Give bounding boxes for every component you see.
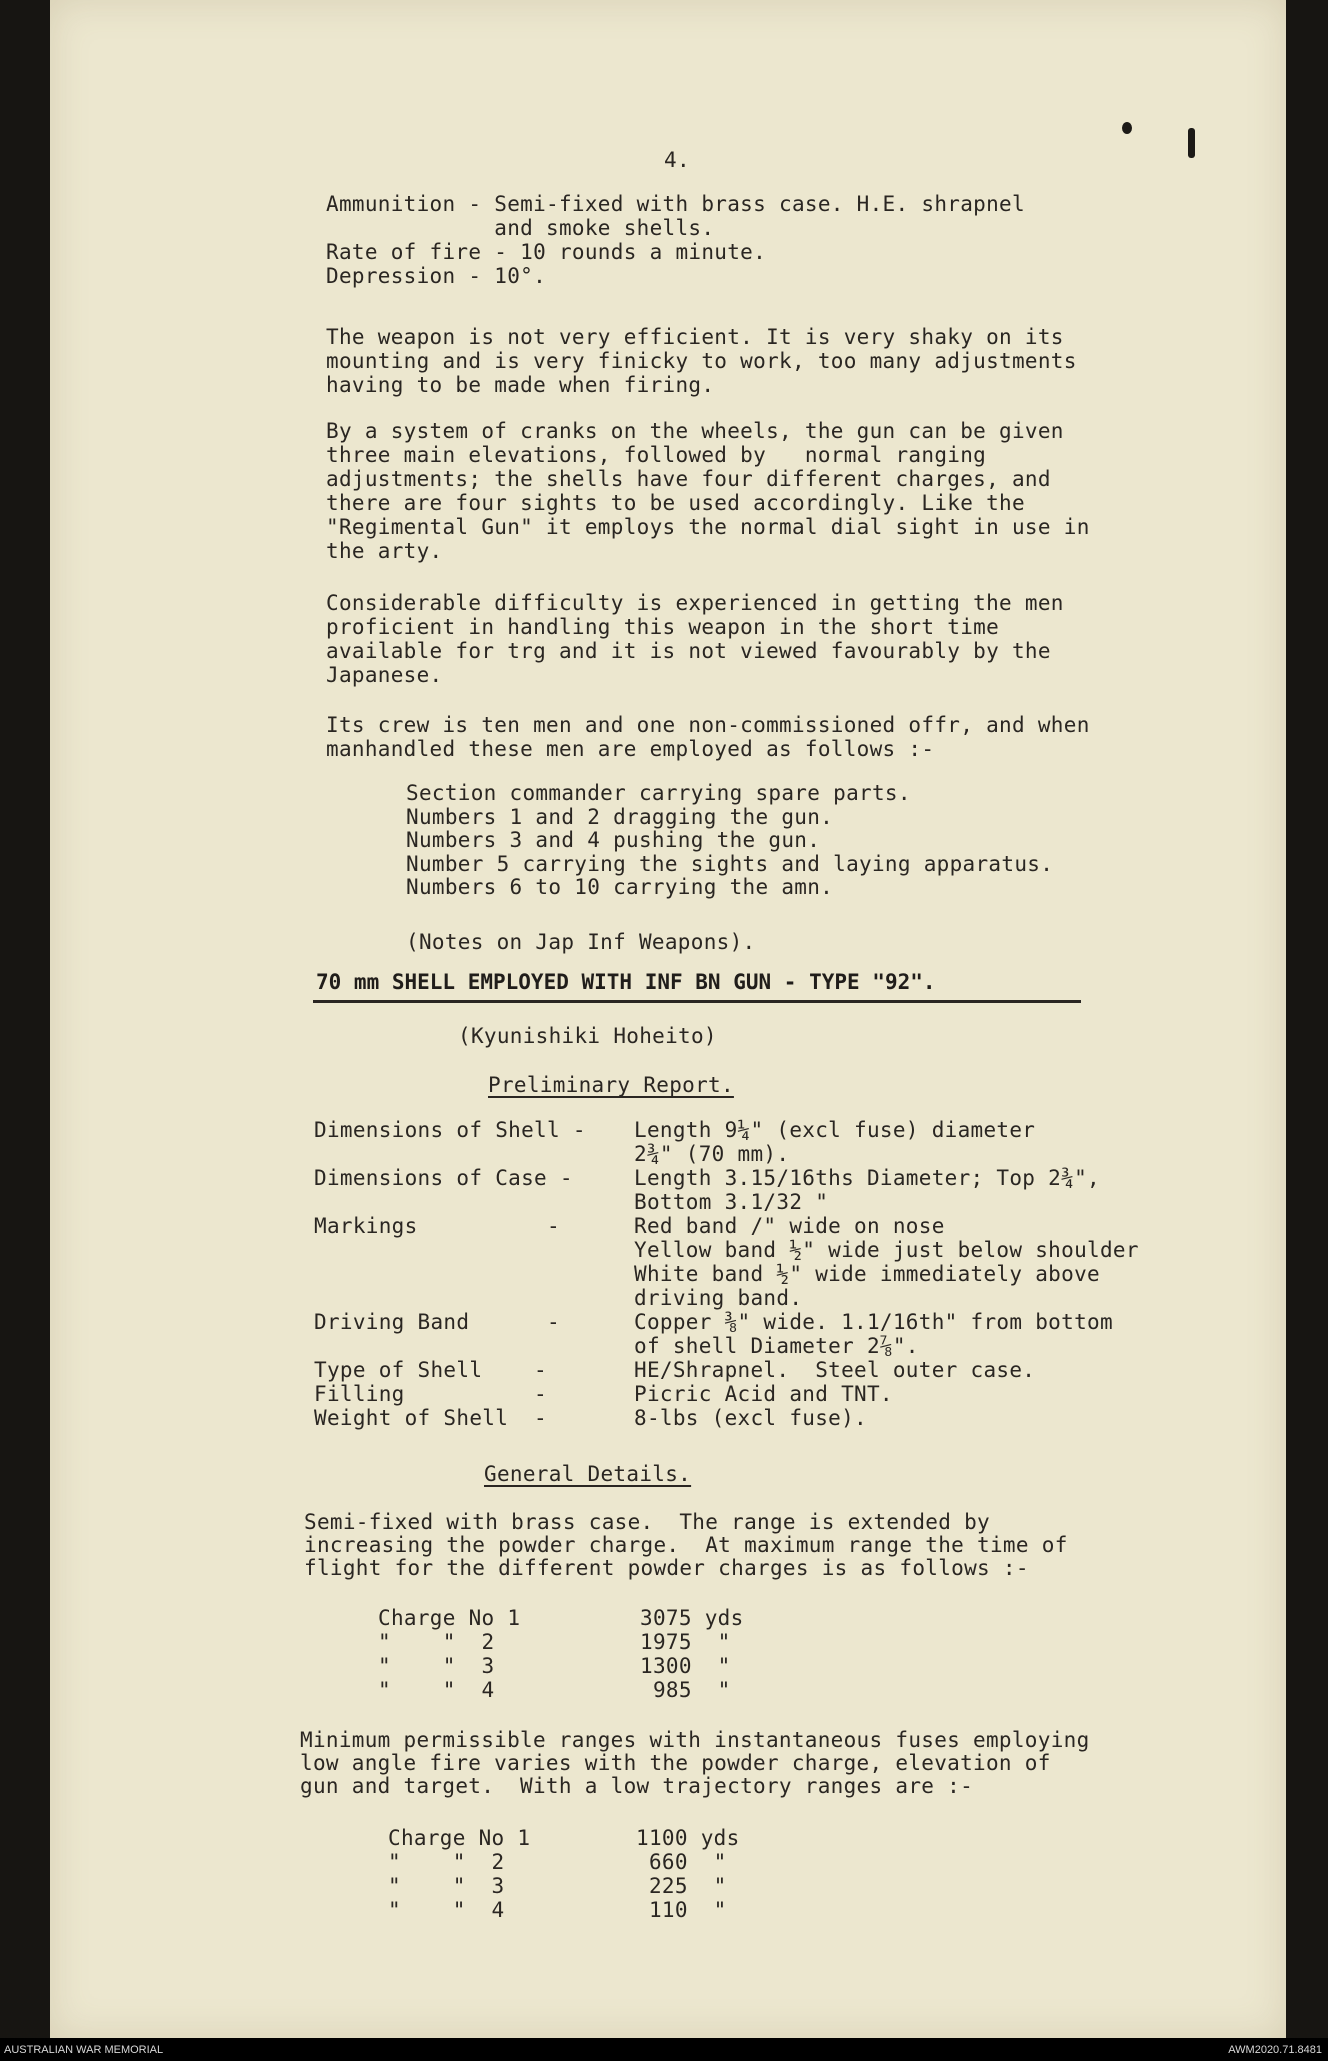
punch-mark (1122, 122, 1132, 134)
charge-label: Charge No 1 (388, 1826, 531, 1850)
charge-range: 1300 " (640, 1654, 731, 1678)
spec-label: Dimensions of Shell - (314, 1118, 586, 1142)
text-line: proficient in handling this weapon in the short time (326, 615, 1000, 639)
spec-value: of shell Diameter 2⅞". (634, 1334, 919, 1358)
charge-range: 985 " (640, 1678, 731, 1702)
footer-archive: AUSTRALIAN WAR MEMORIAL (4, 2044, 164, 2056)
ammunition-line: Depression - 10°. (326, 264, 547, 288)
charge-range: 225 " (636, 1874, 727, 1898)
spec-value: Picric Acid and TNT. (634, 1382, 893, 1406)
footer-accession: AWM2020.71.8481 (1228, 2044, 1322, 2056)
text-line: Semi-fixed with brass case. The range is extended by (304, 1510, 990, 1534)
punch-mark (1188, 128, 1195, 158)
text-line: Its crew is ten men and one non-commissioned offr, and when (326, 713, 1090, 737)
spec-value: 2¾" (70 mm). (634, 1142, 790, 1166)
charge-label: " " 3 (378, 1654, 495, 1678)
ammunition-line: Ammunition - Semi-fixed with brass case. H.E. shrapnel (326, 192, 1025, 216)
charge-range: 660 " (636, 1850, 727, 1874)
heading-underline (313, 1000, 1081, 1003)
crew-list-item: Numbers 3 and 4 pushing the gun. (406, 828, 821, 852)
spec-label: Markings - (314, 1214, 560, 1238)
spec-value: Length 3.15/16ths Diameter; Top 2¾", (634, 1166, 1100, 1190)
general-details-title: General Details. (484, 1462, 692, 1486)
text-line: available for trg and it is not viewed favourably by the (326, 639, 1051, 663)
section-subheading: (Kyunishiki Hoheito) (458, 1024, 717, 1048)
ammunition-line: Rate of fire - 10 rounds a minute. (326, 240, 767, 264)
text-line: having to be made when firing. (326, 373, 715, 397)
text-line: manhandled these men are employed as follows :- (326, 737, 935, 761)
spec-label: Type of Shell - (314, 1358, 547, 1382)
spec-label: Dimensions of Case - (314, 1166, 573, 1190)
spec-value: driving band. (634, 1286, 803, 1310)
charge-label: " " 3 (388, 1874, 505, 1898)
spec-value: Bottom 3.1/32 " (634, 1190, 829, 1214)
text-line: gun and target. With a low trajectory ranges are :- (300, 1774, 974, 1798)
text-line: Considerable difficulty is experienced in getting the men (326, 591, 1064, 615)
crew-list-item: Section commander carrying spare parts. (406, 781, 911, 805)
charge-range: 1975 " (640, 1630, 731, 1654)
charge-label: " " 4 (388, 1898, 505, 1922)
charge-label: " " 2 (388, 1850, 505, 1874)
text-line: low angle fire varies with the powder charge, elevation of (300, 1751, 1051, 1775)
spec-label: Filling - (314, 1382, 547, 1406)
spec-label: Weight of Shell - (314, 1406, 547, 1430)
text-line: the arty. (326, 539, 443, 563)
text-line: Japanese. (326, 663, 443, 687)
ammunition-line: and smoke shells. (326, 216, 715, 240)
spec-value: Yellow band ½" wide just below shoulder (634, 1238, 1139, 1262)
crew-list-item: Number 5 carrying the sights and laying apparatus. (406, 851, 1054, 876)
text-line: Minimum permissible ranges with instantaneous fuses employing (300, 1728, 1090, 1752)
preliminary-report-title: Preliminary Report. (488, 1073, 734, 1097)
footer-bar (0, 2038, 1328, 2061)
text-line: The weapon is not very efficient. It is very shaky on its (326, 325, 1064, 349)
text-line: "Regimental Gun" it employs the normal dial sight in use in (326, 515, 1090, 539)
spec-label: Driving Band - (314, 1310, 560, 1334)
spec-value: HE/Shrapnel. Steel outer case. (634, 1358, 1036, 1382)
text-line: By a system of cranks on the wheels, the gun can be given (326, 419, 1064, 443)
charge-label: " " 4 (378, 1678, 495, 1702)
spec-value: White band ½" wide immediately above (634, 1262, 1100, 1286)
charge-range: 3075 yds (640, 1606, 744, 1630)
notes-reference: (Notes on Jap Inf Weapons). (406, 930, 756, 954)
charge-range: 110 " (636, 1898, 727, 1922)
text-line: mounting and is very finicky to work, too many adjustments (326, 349, 1077, 373)
charge-range: 1100 yds (636, 1826, 740, 1850)
text-line: flight for the different powder charges is as follows :- (304, 1556, 1029, 1580)
spec-value: 8-lbs (excl fuse). (634, 1406, 867, 1430)
text-line: there are four sights to be used accordingly. Like the (326, 491, 1025, 515)
spec-value: Length 9¼" (excl fuse) diameter (634, 1118, 1036, 1142)
crew-list-item: Numbers 6 to 10 carrying the amn. (406, 875, 834, 899)
text-line: three main elevations, followed by normal ranging (326, 443, 987, 467)
charge-label: " " 2 (378, 1630, 495, 1654)
crew-list-item: Numbers 1 and 2 dragging the gun. (406, 804, 834, 829)
section-heading: 70 mm SHELL EMPLOYED WITH INF BN GUN - TYPE "92". (316, 970, 936, 994)
text-line: increasing the powder charge. At maximum range the time of (304, 1533, 1068, 1557)
spec-value: Copper ⅜" wide. 1.1/16th" from bottom (634, 1310, 1113, 1334)
spec-value: Red band /" wide on nose (634, 1214, 945, 1238)
charge-label: Charge No 1 (378, 1606, 521, 1630)
text-line: adjustments; the shells have four different charges, and (326, 467, 1051, 491)
page-number: 4. (664, 148, 690, 172)
